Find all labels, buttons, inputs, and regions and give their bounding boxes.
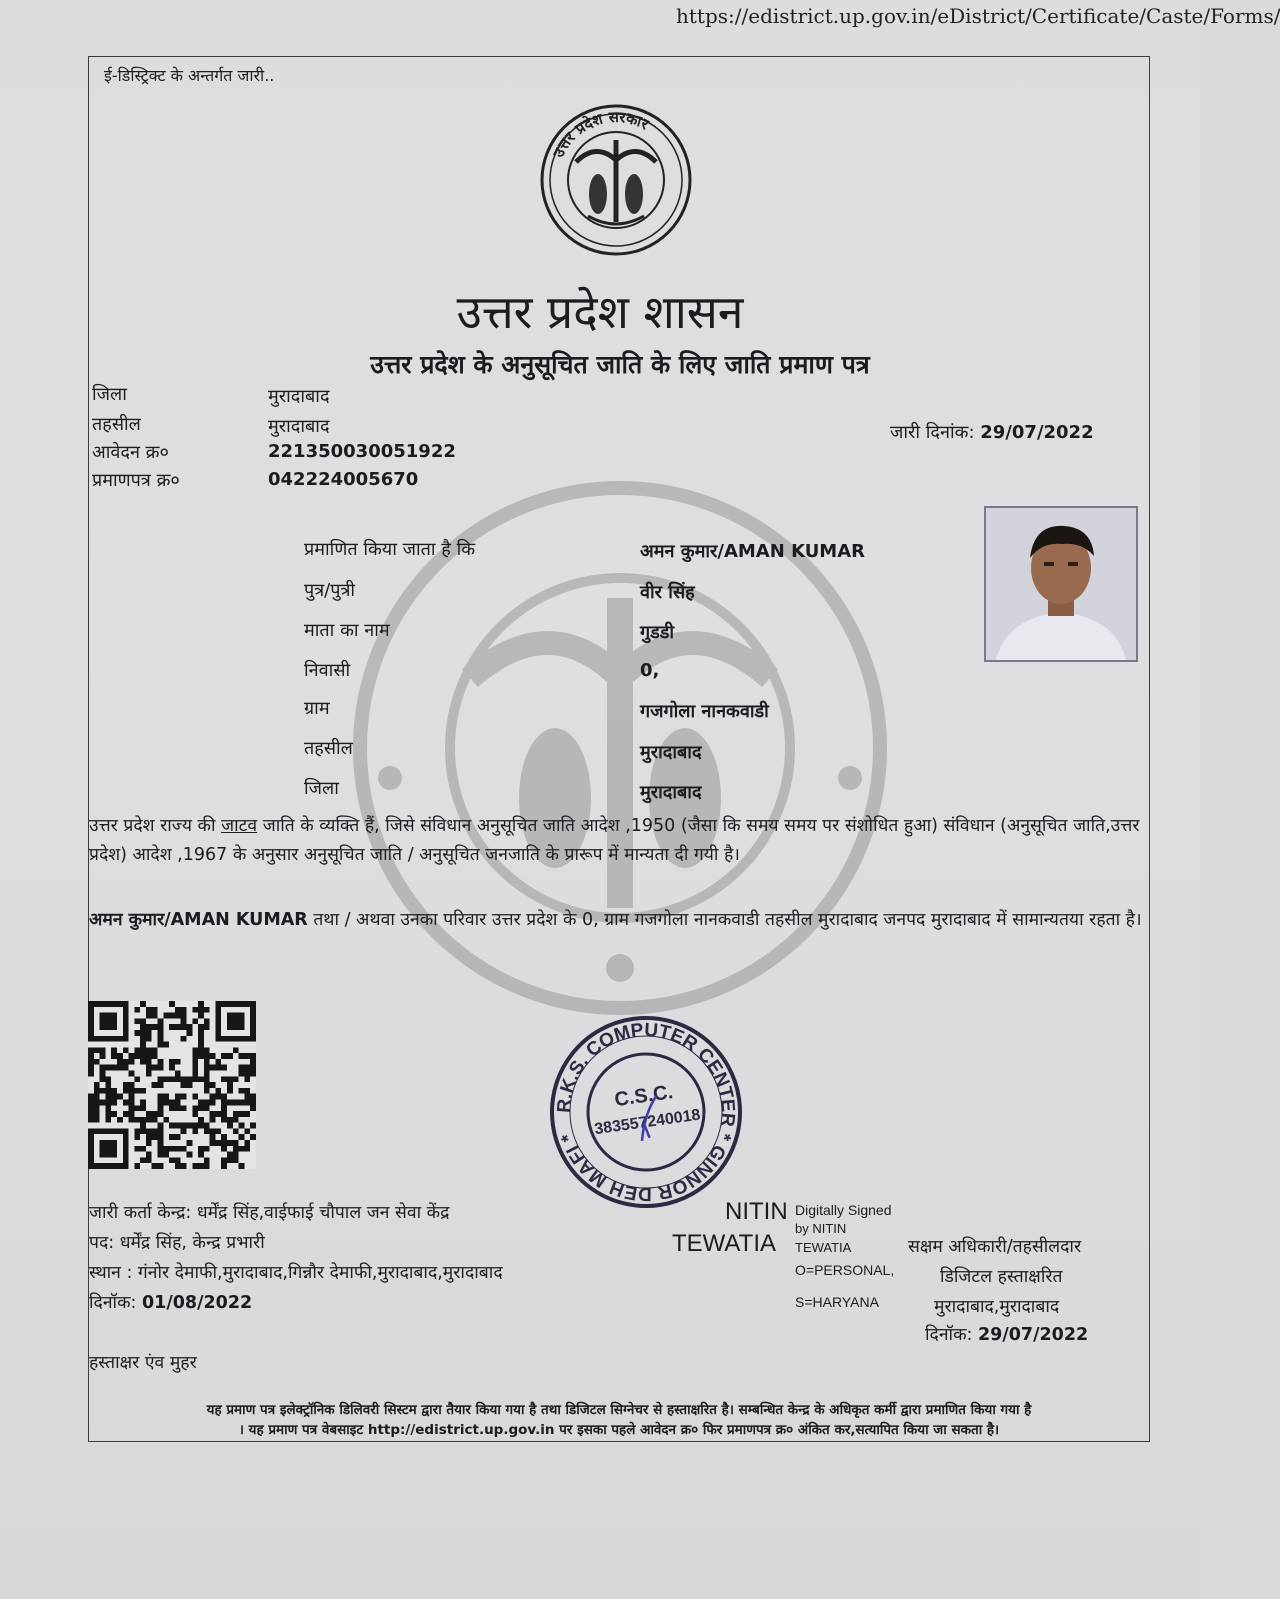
up-government-emblem-icon: [536, 100, 696, 260]
field-label-district: जिला: [92, 384, 127, 405]
issue-date: [890, 420, 1094, 444]
authority-date-value: 29/07/2022: [977, 1325, 1089, 1345]
issuer-date-label: दिनॉक:: [89, 1293, 137, 1313]
field-value-application-no: 221350030051922: [268, 441, 456, 462]
qr-code-icon: [88, 1000, 256, 1170]
signature-info-4: O=PERSONAL,: [795, 1262, 895, 1278]
detail-value-tehsil: मुरादाबाद: [640, 742, 702, 763]
residence-statement-name: अमन कुमार/AMAN KUMAR: [89, 910, 308, 930]
signature-info-2: by NITIN: [795, 1221, 847, 1236]
detail-label-tehsil: तहसील: [304, 738, 353, 759]
svg-text:R.K.S. COMPUTER CENTER * GINNO: R.K.S. COMPUTER CENTER * GINNOR DEH MAFI *: [553, 1019, 739, 1205]
residence-statement-text: तथा / अथवा उनका परिवार उत्तर प्रदेश के 0, ग्राम गजगोला नानकवाडी तहसील मुरादाबाद जनपद मुरादाबाद में सामान्यतया रहता है।: [307, 910, 1142, 930]
authority-date: [925, 1322, 1088, 1346]
signature-and-seal-label: हस्ताक्षर एंव मुहर: [89, 1353, 197, 1373]
caste-statement-text: जाति के व्यक्ति हैं, जिसे संविधान अनुसूचित जाति आदेश ,1950 (जैसा कि समय समय पर संशोधित हुआ) संविधान (अनुसूचित जाति,उत्तर प्रदेश) आदेश ,1967 के अनुसार अनुसूचित जाति / अनुसूचित जनजाति के प्रारूप में मान्यता दी गयी है।: [89, 816, 1140, 865]
field-label-tehsil: तहसील: [92, 414, 141, 435]
detail-label-son-daughter: पुत्र/पुत्री: [304, 580, 356, 601]
footer-note-line2: । यह प्रमाण पत्र वेबसाइट http://edistrict.up.gov.in पर इसका पहले आवेदन क्र० फिर प्रमाणपत्र क्र० अंकित कर,सत्यापित किया जा सकता है।: [238, 1422, 1000, 1438]
signer-name-line1: NITIN: [725, 1198, 788, 1225]
svg-text:उत्तर प्रदेश सरकार: उत्तर प्रदेश सरकार: [549, 107, 652, 161]
field-label-certificate-no: प्रमाणपत्र क्र०: [92, 470, 180, 491]
csc-rubber-stamp-icon: [546, 1012, 746, 1212]
detail-value-district: मुरादाबाद: [640, 782, 702, 803]
detail-value-mother: गुडडी: [640, 622, 675, 643]
caste-name: जाटव: [221, 816, 258, 836]
signature-info-5: S=HARYANA: [795, 1294, 879, 1310]
detail-label-resident: निवासी: [304, 660, 351, 681]
svg-text:C.S.C.: C.S.C.: [613, 1081, 675, 1112]
caste-statement-paragraph: [89, 812, 1149, 870]
field-value-tehsil: मुरादाबाद: [268, 416, 330, 437]
signer-name-line2: TEWATIA: [672, 1230, 776, 1257]
issue-date-value: 29/07/2022: [980, 422, 1094, 443]
svg-text:383557240018: 383557240018: [593, 1106, 702, 1139]
detail-value-resident: 0,: [640, 660, 660, 681]
footer-note: [89, 1400, 1149, 1440]
issuer-date: [89, 1290, 252, 1314]
applicant-photo: [984, 506, 1138, 662]
certificate-title: उत्तर प्रदेश शासन: [456, 285, 744, 339]
field-label-application-no: आवेदन क्र०: [92, 442, 169, 463]
field-value-certificate-no: 042224005670: [268, 469, 419, 490]
page-url: https://edistrict.up.gov.in/eDistrict/Certificate/Caste/Forms/: [676, 4, 1280, 28]
issuer-center: जारी कर्ता केन्द्र: धर्मेंद्र सिंह,वाईफाई चौपाल जन सेवा केंद्र: [89, 1203, 450, 1223]
signature-info-1: Digitally Signed: [795, 1202, 892, 1218]
issuer-post: पद: धर्मेंद्र सिंह, केन्द्र प्रभारी: [89, 1233, 265, 1253]
detail-label-certified-that: प्रमाणित किया जाता है कि: [304, 539, 476, 560]
field-value-district: मुरादाबाद: [268, 386, 330, 407]
residence-statement-paragraph: [89, 906, 1149, 935]
person-photo-icon: [986, 508, 1136, 660]
issue-date-label: जारी दिनांक:: [890, 422, 975, 443]
certificate-subtitle: उत्तर प्रदेश के अनुसूचित जाति के लिए जाति प्रमाण पत्र: [370, 350, 870, 379]
authority-title: सक्षम अधिकारी/तहसीलदार: [908, 1237, 1082, 1257]
detail-value-village: गजगोला नानकवाडी: [640, 701, 769, 722]
detail-label-mother-name: माता का नाम: [304, 620, 390, 641]
authority-date-label: दिनॉक:: [925, 1325, 973, 1345]
detail-label-village: ग्राम: [304, 698, 330, 719]
issued-under-label: ई-डिस्ट्रिक्ट के अन्तर्गत जारी..: [104, 66, 275, 85]
detail-value-name: अमन कुमार/AMAN KUMAR: [640, 541, 866, 562]
authority-location: मुरादाबाद,मुरादाबाद: [934, 1297, 1060, 1317]
footer-note-line1: यह प्रमाण पत्र इलेक्ट्रॉनिक डिलिवरी सिस्टम द्वारा तैयार किया गया है तथा डिजिटल सिग्नेचर से हस्ताक्षरित है। सम्बन्धित केन्द्र के अधिकृत कर्मी द्वारा प्रमाणित किया गया है: [206, 1402, 1032, 1418]
issuer-date-value: 01/08/2022: [141, 1293, 253, 1313]
authority-digital-signed: डिजिटल हस्ताक्षरित: [940, 1267, 1063, 1287]
detail-label-district: जिला: [304, 778, 339, 799]
issuer-place: स्थान : गंनोर देमाफी,मुरादाबाद,गिन्नौर देमाफी,मुरादाबाद,मुरादाबाद: [89, 1263, 503, 1283]
signature-info-3: TEWATIA: [795, 1240, 852, 1255]
caste-statement-prefix: उत्तर प्रदेश राज्य की: [89, 816, 222, 836]
detail-value-father: वीर सिंह: [640, 582, 695, 603]
